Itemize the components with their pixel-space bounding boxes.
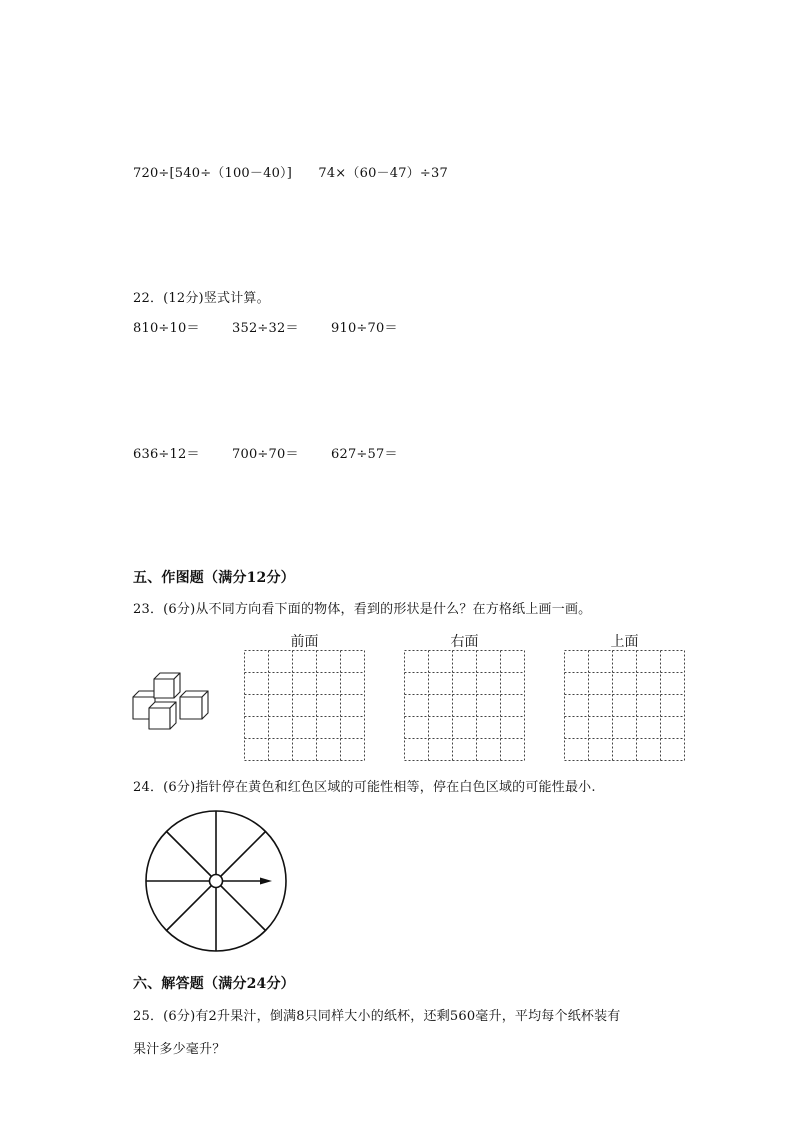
grid-label-top: 上面 (610, 634, 639, 650)
q25-line-1: 25．(6分)有2升果汁，倒满8只同样大小的纸杯，还剩560毫升，平均每个纸杯装有 (133, 1009, 621, 1024)
q22-item: 352÷32＝ (232, 321, 299, 336)
grid-paper-right[interactable] (404, 650, 526, 762)
q21-expr-1: 720÷[540÷（100－40）] (133, 166, 293, 181)
q21-expr-2: 74×（60－47）÷37 (318, 166, 448, 181)
grid-paper-top[interactable] (564, 650, 686, 762)
q22-title: 22．(12分)竖式计算。 (133, 291, 270, 306)
grid-label-right: 右面 (450, 634, 479, 650)
q21-expressions (133, 162, 448, 181)
q22-item: 636÷12＝ (133, 447, 200, 462)
q22-item: 810÷10＝ (133, 321, 200, 336)
cube-stack-figure (130, 668, 214, 732)
grid-paper-front[interactable] (244, 650, 366, 762)
section-5-title: 五、作图题（满分12分） (133, 570, 295, 586)
q22-item: 700÷70＝ (232, 447, 299, 462)
section-6-title: 六、解答题（满分24分） (133, 976, 295, 992)
q22-item: 627÷57＝ (331, 447, 398, 462)
q25-line-2: 果汁多少毫升？ (133, 1042, 226, 1057)
q24-text: 24．(6分)指针停在黄色和红色区域的可能性相等，停在白色区域的可能性最小. (133, 780, 596, 795)
q22-row-1 (133, 317, 398, 336)
grid-label-front: 前面 (290, 634, 319, 650)
q22-row-2 (133, 443, 398, 462)
spinner-wheel[interactable] (144, 809, 288, 953)
q22-item: 910÷70＝ (331, 321, 398, 336)
q23-text: 23．(6分)从不同方向看下面的物体，看到的形状是什么？在方格纸上画一画。 (133, 602, 592, 617)
